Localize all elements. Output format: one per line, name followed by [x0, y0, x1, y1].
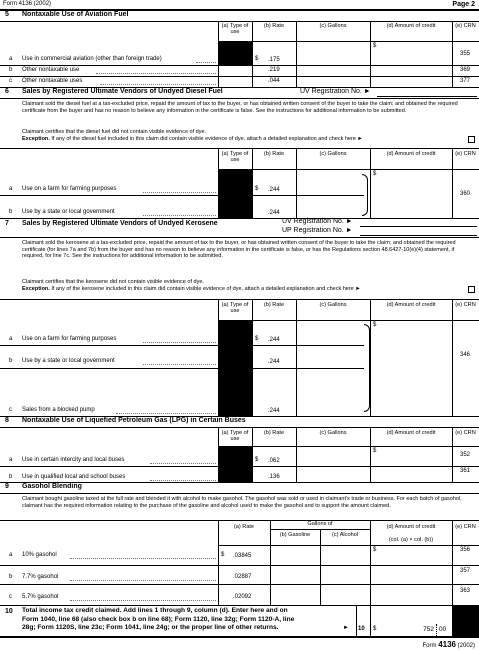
row-5c-label: Other nontaxable uses	[22, 78, 83, 84]
section-7-up-registration: UP Registration No. ►	[282, 227, 353, 234]
s8-col-credit: (d) Amount of credit	[386, 430, 436, 436]
row-5a-rate-dollar: $	[255, 56, 259, 62]
s7-credit-dollar: $	[373, 322, 377, 328]
s7-col-rate: (b) Rate	[263, 302, 285, 308]
section-6-title: Sales by Registered Ultimate Vendors of Undyed Diesel Fuel	[22, 88, 223, 95]
col-credit: (d) Amount of credit	[386, 23, 436, 29]
row-8b-letter: b	[9, 474, 13, 480]
s6-col-rate: (b) Rate	[263, 151, 285, 157]
row-8a-letter: a	[9, 457, 13, 463]
section-7-paragraph: Claimant sold the kerosene at a tax-excluded price, repaid the amount of tax to the buyer, or has obtained written consent of the buyer to take the claim; and obtained the required certificate (for lines 7a and 7b) from the buyer and has no reason to believe any information in the certificate is false, or has the Regulations section 48.6427-10(e)(4) statement, if required, for line 7c. See the instructions for additional information to be submitted.	[22, 240, 456, 260]
line-10-number: 10	[5, 608, 13, 615]
row-9a-label: 10% gasohol	[22, 552, 57, 558]
row-7b-letter: b	[9, 358, 13, 364]
row-9a-rate: .03845	[233, 553, 252, 559]
row-6a-rate-dollar: $	[255, 186, 259, 192]
footer-year: (2002)	[457, 643, 475, 649]
row-5c-rate: .044	[268, 78, 280, 84]
s7-crn: 346	[459, 352, 470, 358]
row-9a-letter: a	[9, 552, 13, 558]
line-10-text-3: 28g; Form 1120S, line 23c; Form 1041, line 24g; or the proper line of other returns.	[22, 624, 279, 632]
footer	[423, 640, 475, 650]
s7-col-crn: (e) CRN	[455, 302, 476, 308]
row-6a-rate: .244	[268, 187, 280, 193]
section-9-number: 9	[5, 483, 9, 490]
s6-col-credit: (d) Amount of credit	[386, 151, 436, 157]
s9-col-credit-formula: (col. (a) × col. (b))	[388, 537, 434, 543]
s8-col-rate: (b) Rate	[263, 430, 285, 436]
row-7a-letter: a	[9, 336, 13, 342]
row-9c-rate: .02092	[233, 594, 252, 600]
section-6-paragraph: Claimant sold the diesel fuel at a tax-excluded price, repaid the amount of tax to the buyer, or has obtained written consent of the buyer to take the claim; and obtained the required certificate from the buyer and has no reason to believe any information in the certificate is false. See the instructions for additional information to be submitted.	[22, 101, 458, 114]
line-10-text-2: Form 1040, line 68 (also check box b on line 68); Form 1120, line 32g; Form 1120-A, line	[22, 615, 295, 623]
s6-col-gallons: (c) Gallons	[319, 151, 347, 157]
row-9b-rate: .02887	[233, 574, 252, 580]
col-gallons: (c) Gallons	[319, 23, 347, 29]
form-ref: Form 4136 (2002)	[3, 1, 52, 7]
row-5a-rate: .175	[268, 57, 280, 63]
section-6-header	[0, 87, 479, 98]
s9-col-alcohol: (c) Alcohol	[331, 532, 359, 538]
row-5b-label: Other nontaxable use	[22, 67, 80, 73]
s8-credit-dollar: $	[373, 448, 377, 454]
row-6b-letter: b	[9, 209, 13, 215]
section-8-header	[0, 416, 479, 427]
section-9-paragraph: Claimant bought gasoline taxed at the full rate and blended it with alcohol to make gasohol. The gasohol was sold or used in claimant's trade or business. For each batch of gasohol, claimant has the required information relating to the purchase of the gasoline and alcohol used to make the gasohol and to support the amount claimed.	[22, 496, 462, 509]
section-6-exception-label: Exception.	[22, 136, 50, 142]
section-6-exception-text: If any of the diesel fuel included in this claim did contain visible evidence of dye, attach a detailed explanation and check here ►	[51, 136, 363, 142]
row-7a-rate: .244	[268, 337, 280, 343]
section-9-header	[0, 482, 479, 493]
row-6b-rate: .244	[268, 210, 280, 216]
section-9-title: Gasohol Blending	[22, 483, 82, 490]
row-5a-credit-dollar: $	[373, 43, 377, 49]
row-8b-rate: .136	[268, 474, 280, 480]
footer-form-number: 4136	[438, 640, 456, 649]
row-8a-label: Use in certain intercity and local buses	[22, 457, 125, 463]
row-6b-label: Use by a state or local government	[22, 209, 115, 215]
row-9b-letter: b	[9, 574, 13, 580]
section-5-header	[0, 10, 479, 21]
col-type-of-use: (a) Type of use	[221, 23, 249, 36]
row-5b-rate: .219	[268, 67, 280, 73]
s6-col-crn: (e) CRN	[455, 151, 476, 157]
row-9a-rate-dollar: $	[221, 552, 225, 558]
row-7b-rate: .244	[268, 359, 280, 365]
row-6a-letter: a	[9, 186, 13, 192]
line-10-dollar: $	[373, 626, 377, 632]
section-6-uv-registration: UV Registration No. ►	[300, 88, 371, 95]
row-5b-crn: 369	[459, 67, 470, 73]
section-7-title: Sales by Registered Ultimate Vendors of Undyed Kerosene	[22, 220, 218, 227]
section-7-exception-text: If any of the kerosene included in this claim did contain visible evidence of dye, attach a detailed explanation and check here ►	[51, 286, 361, 292]
s9-col-gasoline: (b) Gasoline	[279, 532, 311, 538]
section-6-number: 6	[5, 88, 9, 95]
line-10-arrow: ►	[343, 625, 349, 631]
line-10-box-number: 10	[358, 626, 365, 632]
row-7c-letter: c	[9, 407, 12, 413]
line-10-amount[interactable]: 752	[423, 626, 434, 633]
row-7b-label: Use by a state or local government	[22, 358, 115, 364]
section-7-number: 7	[5, 220, 9, 227]
s9-col-crn: (e) CRN	[455, 524, 476, 530]
row-9c-letter: c	[9, 594, 12, 600]
section-7-exception	[22, 286, 472, 293]
row-5c-crn: 377	[459, 78, 470, 84]
s7-col-type-of-use: (a) Type of use	[221, 302, 249, 315]
s8-col-crn: (e) CRN	[455, 430, 476, 436]
row-9c-label: 5.7% gasohol	[22, 594, 59, 600]
row-7c-rate: .244	[268, 408, 280, 414]
line-10-instructions	[22, 607, 362, 633]
row-9b-label: 7.7% gasohol	[22, 574, 59, 580]
section-5-title: Nontaxable Use of Aviation Fuel	[22, 11, 129, 18]
row-7a-rate-dollar: $	[255, 336, 259, 342]
s9-col-gallons-of: Gallons of	[307, 521, 333, 527]
row-8b-crn: 361	[459, 468, 470, 474]
row-7a-label: Use on a farm for farming purposes	[22, 336, 117, 342]
section-7-uv-registration: UV Registration No. ►	[282, 218, 353, 225]
section-6-exception-checkbox[interactable]	[468, 136, 475, 143]
row-8a-rate-dollar: $	[255, 457, 259, 463]
row-5b-letter: b	[9, 67, 13, 73]
s9-col-rate: (a) Rate	[233, 524, 255, 530]
row-9c-crn: 363	[459, 588, 470, 594]
row-6a-label: Use on a farm for farming purposes	[22, 186, 117, 192]
row-9a-credit-dollar: $	[373, 547, 377, 553]
line-10-text-1: Total income tax credit claimed. Add lines 1 through 9, column (d). Enter here and on	[22, 607, 288, 614]
s6-crn: 360	[459, 191, 470, 197]
footer-form-label: Form	[422, 643, 437, 649]
row-8a-crn: 352	[459, 452, 470, 458]
section-7-exception-label: Exception.	[22, 286, 50, 292]
section-8-title: Nontaxable Use of Liquefied Petroleum Gas (LPG) in Certain Buses	[22, 417, 246, 424]
section-6-exception	[22, 136, 472, 143]
row-8a-rate: .062	[268, 458, 280, 464]
s7-col-gallons: (c) Gallons	[319, 302, 347, 308]
page-number: Page 2	[452, 1, 475, 8]
s6-credit-dollar: $	[373, 171, 377, 177]
col-rate: (b) Rate	[263, 23, 285, 29]
s9-col-credit: (d) Amount of credit	[386, 524, 436, 530]
s7-col-credit: (d) Amount of credit	[386, 302, 436, 308]
section-7-certify: Claimant certifies that the kerosene did not contain visible evidence of dye.	[22, 279, 204, 285]
row-5a-letter: a	[9, 56, 13, 62]
s8-col-type-of-use: (a) Type of use	[221, 430, 249, 443]
s6-col-type-of-use: (a) Type of use	[221, 151, 249, 164]
row-9a-crn: 356	[459, 547, 470, 553]
row-8b-label: Use in qualified local and school buses	[22, 474, 126, 480]
line-10-cents: 00	[439, 626, 447, 633]
section-8-number: 8	[5, 417, 9, 424]
s8-col-gallons: (c) Gallons	[319, 430, 347, 436]
col-crn: (e) CRN	[455, 23, 476, 29]
section-5-number: 5	[5, 11, 9, 18]
section-7-exception-checkbox[interactable]	[468, 286, 475, 293]
row-5c-letter: c	[9, 78, 12, 84]
row-5a-crn: 355	[459, 51, 470, 57]
section-6-certify: Claimant certifies that the diesel fuel did not contain visible evidence of dye.	[22, 129, 207, 135]
row-7c-label: Sales from a blocked pump	[22, 407, 95, 413]
section-7-header	[0, 218, 479, 234]
row-9b-crn: 357	[459, 568, 470, 574]
row-5a-label: Use in commercial aviation (other than foreign trade)	[22, 56, 162, 62]
